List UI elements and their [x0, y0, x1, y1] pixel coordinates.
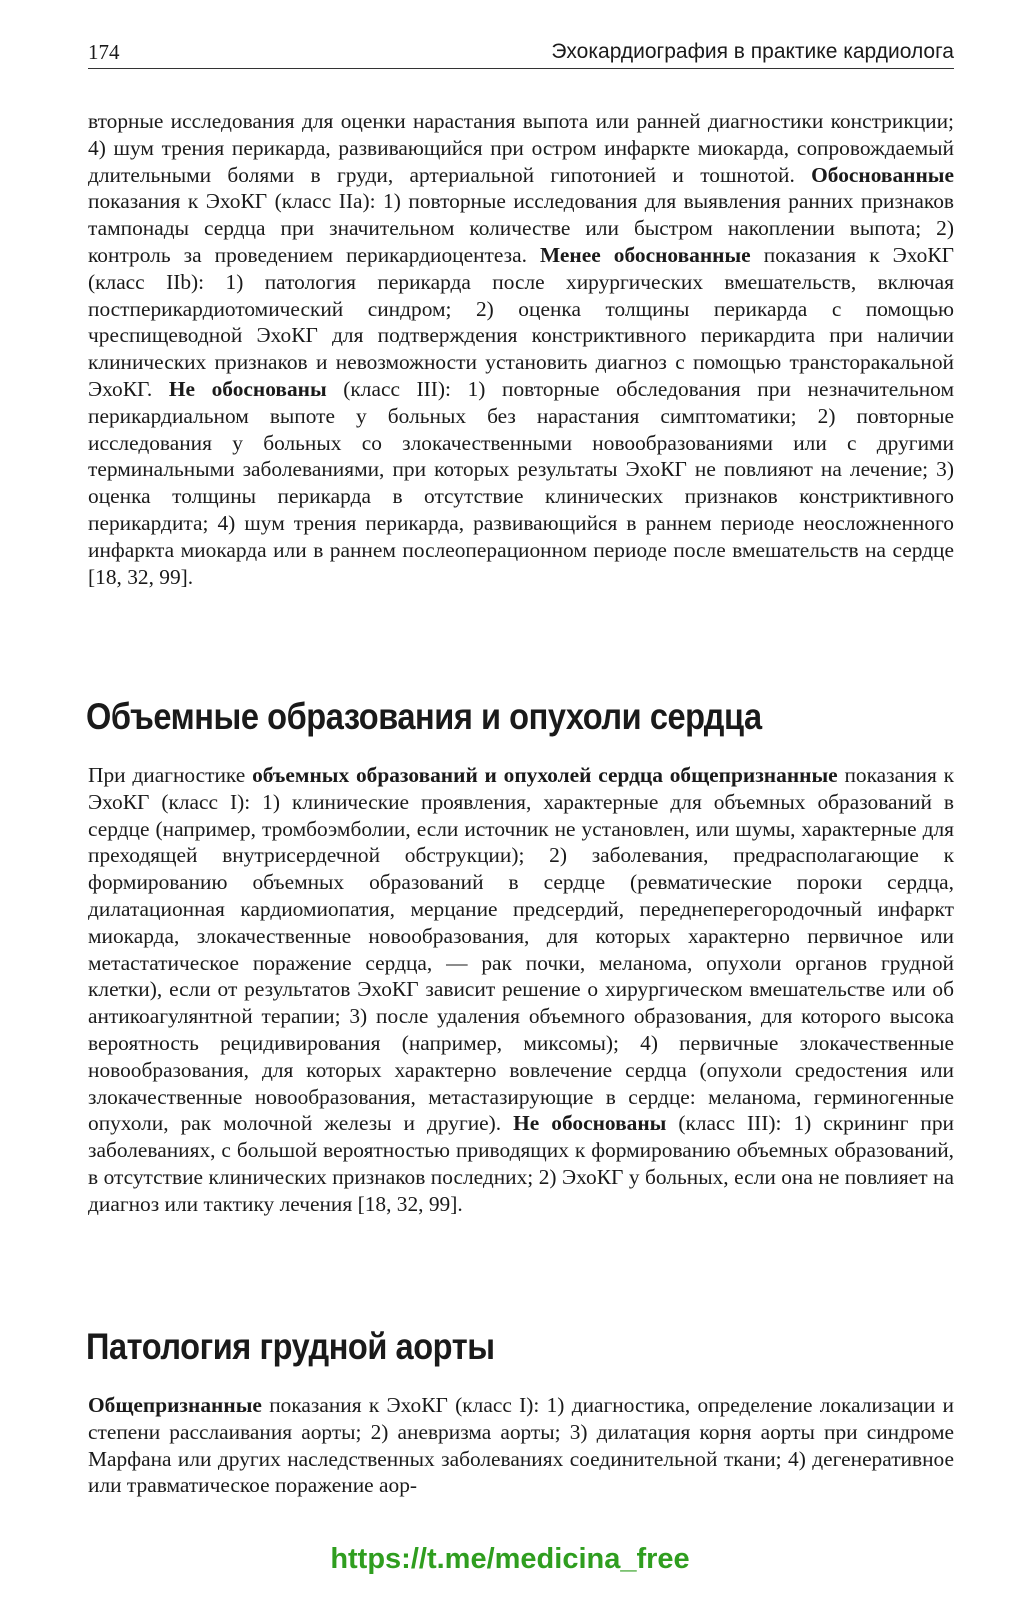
section-heading-masses: Объемные образования и опухоли сердца: [86, 696, 762, 737]
text-run: показания к ЭхоКГ (класс IIa): 1) повторные исследования для выявления ранних признаков тампонады сердца при значительном количестве или быстром накоплении выпота; 2) контроль за проведением перикардиоцентеза.: [88, 189, 954, 267]
text-run: показания к ЭхоКГ (класс I): 1) клинические проявления, характерные для объемных образований в сердце (например, тромбоэмболии, если источник не установлен, или шумы, характерные для преходящей внутрисердечной обструкции); 2) заболевания, предрасполагающие к формированию объемных образований в сердце (ревматические пороки сердца, дилатационная кардиомиопатия, мерцание предсердий, переднеперегородочный инфаркт миокарда, злокачественные новообразования, для которых характерно первичное или метастатическое поражение сердца, — рак почки, меланома, опухоли органов грудной клетки), если от результатов ЭхоКГ зависит решение о хирургическом вмешательстве или об антикоагулянтной терапии; 3) после удаления объемного образования, для которого высока вероятность рецидивирования (например, миксомы); 4) первичные злокачественные новообразования, для которых характерно вовлечение сердца (опухоли средостения или злокачественные новообразования, метастазирующие в сердце: меланома, герминогенные опухоли, рак молочной железы и другие).: [88, 763, 955, 1136]
bold-term: Менее обоснованные: [540, 242, 751, 267]
bold-term: Обоснованные: [811, 162, 954, 187]
running-title: Эхокардиография в практике кардиолога: [551, 40, 954, 63]
bold-term: объемных образований и опухолей сердца общепризнанные: [252, 763, 838, 787]
text-run: При диагностике: [88, 763, 253, 787]
page-number: 174: [88, 40, 120, 64]
paragraph-pericardium: [88, 108, 954, 590]
text-run: вторные исследования для оценки нарастания выпота или ранней диагностики констрикции; 4) шум трения перикарда, развивающийся при остром инфаркте миокарда, сопровождаемый длительными болями в груди, артериальной гипотонией и тошнотой.: [88, 109, 954, 187]
bold-term: Общепризнанные: [88, 1393, 262, 1417]
bold-term: Не обоснованы: [168, 376, 327, 401]
text-run: (класс III): 1) повторные обследования при незначительном перикардиальном выпоте у больных без нарастания симптоматики; 2) повторные исследования у больных со злокачественными новообразованиями или с другими терминальными заболеваниями, при которых результаты ЭхоКГ не повлияют на лечение; 3) оценка толщины перикарда в отсутствие клинических признаков констриктивного перикардита; 4) шум трения перикарда, развивающийся в раннем периоде неосложненного инфаркта миокарда или в раннем послеоперационном периоде после вмешательств на сердце [18, 32, 99].: [88, 376, 954, 589]
text-run: показания к ЭхоКГ (класс IIb): 1) патология перикарда после хирургических вмешательств, включая постперикардиотомический синдром; 2) оценка толщины перикарда с помощью чреспищеводной ЭхоКГ для подтверждения констриктивного перикардита при наличии клинических признаков и невозможности установить диагноз с помощью трансторакальной ЭхоКГ.: [88, 242, 954, 401]
section-heading-aorta: Патология грудной аорты: [86, 1326, 495, 1367]
watermark-link[interactable]: https://t.me/medicina_free: [330, 1543, 690, 1575]
running-header: [88, 36, 954, 69]
text-run: (класс III): 1) скрининг при заболеваниях, с большой вероятностью приводящих к формированию объемных образований, в отсутствие клинических признаков последних; 2) ЭхоКГ у больных, если она не повлияет на диагноз или тактику лечения [18, 32, 99].: [88, 1111, 955, 1216]
bold-term: Не обоснованы: [513, 1111, 667, 1136]
paragraph-masses: [88, 762, 954, 1218]
text-run: показания к ЭхоКГ (класс I): 1) диагностика, определение локализации и степени расслаивания аорты; 2) аневризма аорты; 3) дилатация корня аорты при синдроме Марфана или других наследственных заболеваниях соединительной ткани; 4) дегенеративное или травматическое поражение аор-: [88, 1393, 954, 1498]
paragraph-aorta: [88, 1392, 954, 1499]
